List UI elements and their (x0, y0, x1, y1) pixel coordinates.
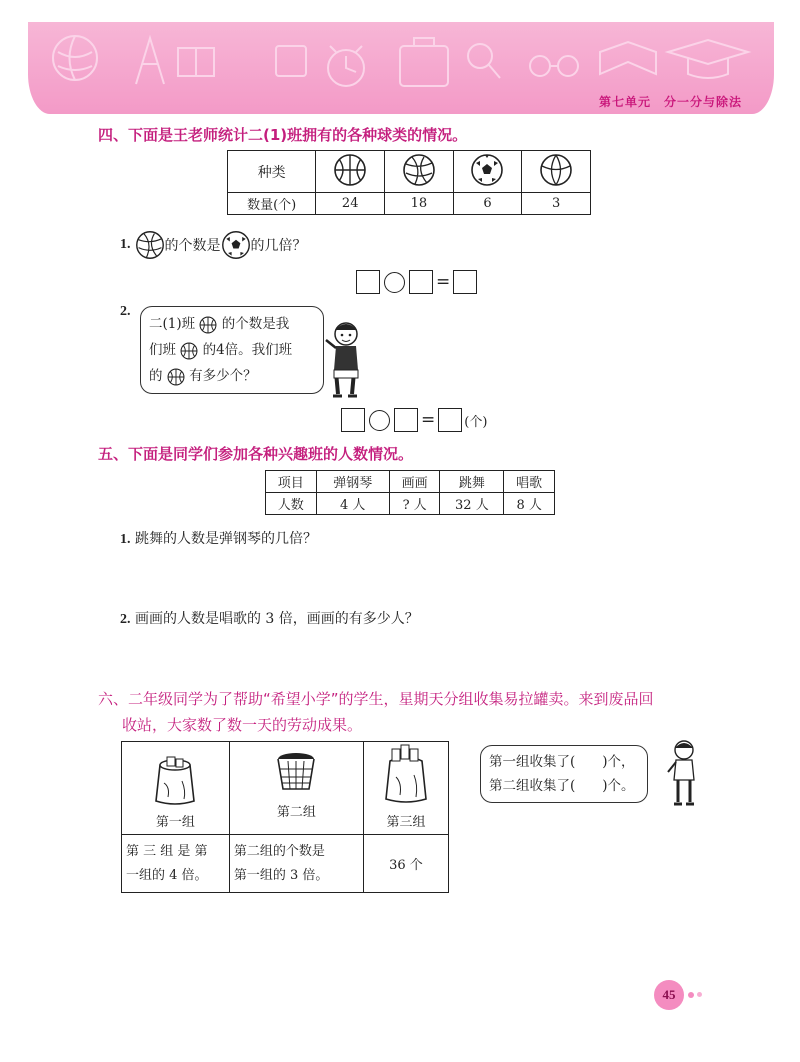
answer-box[interactable] (438, 408, 462, 432)
q1-answer-equation (356, 270, 477, 294)
soccer-ball-count: 6 (453, 193, 522, 215)
ball-count-table (227, 150, 591, 215)
soccer-ball-cell (453, 151, 522, 193)
type-label-cell: 种类 (228, 151, 316, 193)
question-text-b: 的几倍？ (250, 238, 307, 254)
bubble-text: 的4倍。我们班 (202, 342, 293, 358)
magnifier-icon (468, 44, 492, 68)
basketball-cell (316, 151, 385, 193)
answer-box[interactable] (356, 270, 380, 294)
info-line: 第二组的个数是 (233, 843, 325, 859)
bubble-line-3 (149, 363, 315, 389)
header-cell: 画画 (389, 471, 440, 493)
question-number: 1. (120, 237, 131, 252)
operator-circle[interactable] (384, 272, 405, 293)
group-label: 第一组 (155, 815, 195, 830)
decor-dot (697, 992, 702, 997)
bubble-line-1: 第一组收集了( )个， (489, 754, 635, 770)
soccer-ball-icon (470, 153, 504, 187)
group-3-info: 36 个 (363, 835, 448, 893)
beach-ball-icon (539, 153, 573, 187)
answer-box[interactable] (341, 408, 365, 432)
bubble-text: 们班 (149, 342, 176, 358)
beach-ball-count: 3 (522, 193, 591, 215)
interest-class-table (265, 470, 555, 515)
basketball-icon (333, 153, 367, 187)
square-icon (276, 46, 306, 76)
briefcase-icon (400, 46, 448, 86)
section-4-question-1 (120, 230, 307, 260)
value-cell: 4 人 (316, 493, 389, 515)
group-label: 第二组 (276, 805, 316, 820)
graduation-cap-icon (668, 40, 748, 64)
bubble-text: 的个数是我 (221, 316, 290, 332)
answer-box[interactable] (453, 270, 477, 294)
equals-sign: = (421, 410, 436, 430)
answer-bubble (480, 745, 648, 803)
header-cell: 唱歌 (504, 471, 555, 493)
decor-dot (688, 992, 694, 998)
volleyball-count: 18 (385, 193, 454, 215)
count-label-cell: 数量(个) (228, 193, 316, 215)
group-2-info (229, 835, 363, 893)
compass-icon (136, 38, 164, 84)
answer-box[interactable] (394, 408, 418, 432)
bubble-line-1 (149, 311, 315, 337)
volleyball-icon (135, 230, 165, 260)
speech-bubble (140, 306, 324, 394)
question-number: 2. (120, 612, 131, 627)
info-line: 第 三 组 是 第 (126, 843, 208, 859)
unit-label: 第七单元 分一分与除法 (598, 95, 742, 109)
soccer-ball-icon (221, 230, 251, 260)
answer-box[interactable] (409, 270, 433, 294)
bubble-line-2: 第二组收集了( )个。 (489, 778, 635, 794)
question-number: 1. (120, 532, 131, 547)
section-4-title: 四、下面是王老师统计二(1)班拥有的各种球类的情况。 (98, 126, 468, 144)
header-cell: 跳舞 (440, 471, 504, 493)
basketball-icon (167, 368, 185, 386)
full-sack-icon (382, 743, 430, 805)
group-3-cell (363, 742, 448, 835)
equals-sign: = (436, 272, 451, 292)
unit-label: (个) (464, 414, 488, 430)
value-cell: 人数 (266, 493, 317, 515)
value-cell: 32 人 (440, 493, 504, 515)
basket-icon (274, 749, 318, 793)
section-6-title-line-1: 六、二年级同学为了帮助“希望小学”的学生，星期天分组收集易拉罐卖。来到废品回 (98, 690, 654, 708)
glasses-icon (530, 56, 550, 76)
info-line: 第一组的 3 倍。 (233, 867, 329, 883)
bubble-text: 有多少个？ (189, 368, 257, 384)
group-2-cell (229, 742, 363, 835)
section-6-title-line-2: 收站，大家数了数一天的劳动成果。 (122, 716, 363, 734)
bubble-text: 的 (149, 368, 163, 384)
value-cell: 8 人 (504, 493, 555, 515)
question-number: 2. (120, 304, 131, 319)
header-cell: 弹钢琴 (316, 471, 389, 493)
section-5-question-2 (120, 608, 419, 628)
value-cell: ? 人 (389, 493, 440, 515)
basketball-icon (180, 342, 198, 360)
basketball-icon (199, 316, 217, 334)
beach-ball-cell (522, 151, 591, 193)
info-line: 一组的 4 倍。 (126, 867, 208, 883)
q2-answer-equation (341, 408, 487, 432)
boy-illustration (664, 738, 704, 808)
volleyball-icon (402, 153, 436, 187)
group-1-cell (122, 742, 230, 835)
header-cell: 项目 (266, 471, 317, 493)
question-text-a: 的个数是 (164, 238, 221, 254)
volleyball-cell (385, 151, 454, 193)
question-text: 画画的人数是唱歌的 3 倍，画画的有多少人？ (134, 611, 419, 627)
section-5-question-1 (120, 528, 317, 548)
collection-table (121, 741, 449, 893)
bubble-line-2 (149, 337, 315, 363)
basketball-count: 24 (316, 193, 385, 215)
question-text: 跳舞的人数是弹钢琴的几倍？ (134, 531, 317, 547)
sack-icon (150, 753, 200, 807)
page-number: 45 (654, 980, 684, 1010)
bubble-text: 二(1)班 (149, 316, 196, 332)
section-4-question-2-number (120, 303, 131, 320)
operator-circle[interactable] (369, 410, 390, 431)
group-label: 第三组 (386, 815, 426, 830)
boy-illustration (318, 316, 368, 400)
section-5-title: 五、下面是同学们参加各种兴趣班的人数情况。 (98, 445, 414, 463)
group-1-info (122, 835, 230, 893)
open-book-icon (600, 42, 656, 74)
